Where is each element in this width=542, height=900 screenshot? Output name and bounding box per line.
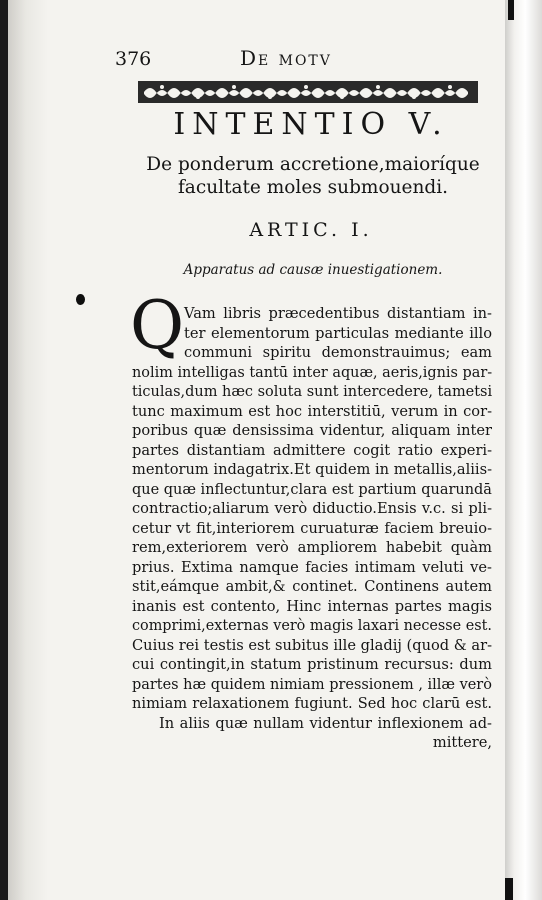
text-line: que quæ inflectuntur,clara est partium quarundā (132, 480, 492, 498)
text-line: mittere, (432, 734, 492, 751)
section-title: Apparatus ad causæ inuestigationem. (183, 262, 443, 278)
text-line: inanis est contento, Hinc internas partes magis (132, 597, 493, 615)
running-title: De motv (240, 46, 332, 70)
subtitle-line-1: De ponderum accretione,maioríque (146, 154, 480, 175)
text-line: comprimi,externas verò magis laxari necesse est. (132, 617, 492, 634)
text-line: partes hæ quidem nimiam pressionem , illæ verò (132, 675, 492, 693)
text-line: partes distantiam admittere cogit ratio experi- (132, 441, 493, 459)
ornamental-band (138, 81, 478, 103)
text-line: nimiam relaxationem fugiunt. Sed hoc clarū est. (132, 695, 492, 712)
chapter-heading: INTENTIO V. (173, 107, 449, 142)
scan-mark-top (508, 0, 514, 20)
text-line: cetur vt fit,interiorem curuaturæ faciem breuio- (132, 519, 493, 537)
text-line: In aliis quæ nullam videntur inflexionem ad- (159, 714, 492, 732)
running-header (115, 46, 495, 76)
text-line: cui contingit,in statum pristinum recursus: dum (132, 656, 492, 673)
page-number: 376 (115, 48, 152, 70)
article-heading: ARTIC. I. (249, 219, 373, 241)
text-line: nolim intelligas tantū inter aquæ, aeris,ignis par- (132, 363, 493, 381)
text-line: communi spiritu demonstrauimus; eam (184, 344, 493, 361)
ink-blot (76, 294, 85, 305)
scan-mark-bottom (505, 878, 513, 900)
text-line: rem,exteriorem verò ampliorem habebit quàm (132, 539, 492, 556)
drop-cap: Q (130, 287, 185, 364)
text-line: mentorum indagatrix.Et quidem in metallis,aliis- (132, 461, 493, 478)
text-line: poribus quæ densissima videntur, aliquam inter (132, 422, 492, 439)
subtitle-line-2: facultate moles submouendi. (177, 177, 449, 198)
text-line: Vam libris præcedentibus distantiam in- (184, 305, 492, 322)
text-line: ticulas,dum hæc soluta sunt intercedere, tametsi (132, 383, 493, 400)
text-line: tunc maximum est hoc interstitiū, verum in cor- (132, 402, 493, 420)
facing-page-edge (505, 0, 542, 900)
gutter-shadow (8, 0, 48, 900)
text-line: contractio;aliarum verò diductio.Ensis v.c. si pli- (132, 500, 492, 517)
text-line: Cuius rei testis est subitus ille gladij (quod & ar- (132, 636, 493, 654)
text-line: prius. Extima namque facies intimam veluti ve- (132, 558, 492, 576)
text-line: stit,eámque ambit,& continet. Continens autem (132, 578, 492, 595)
text-line: ter elementorum particulas mediante illo (184, 324, 493, 342)
